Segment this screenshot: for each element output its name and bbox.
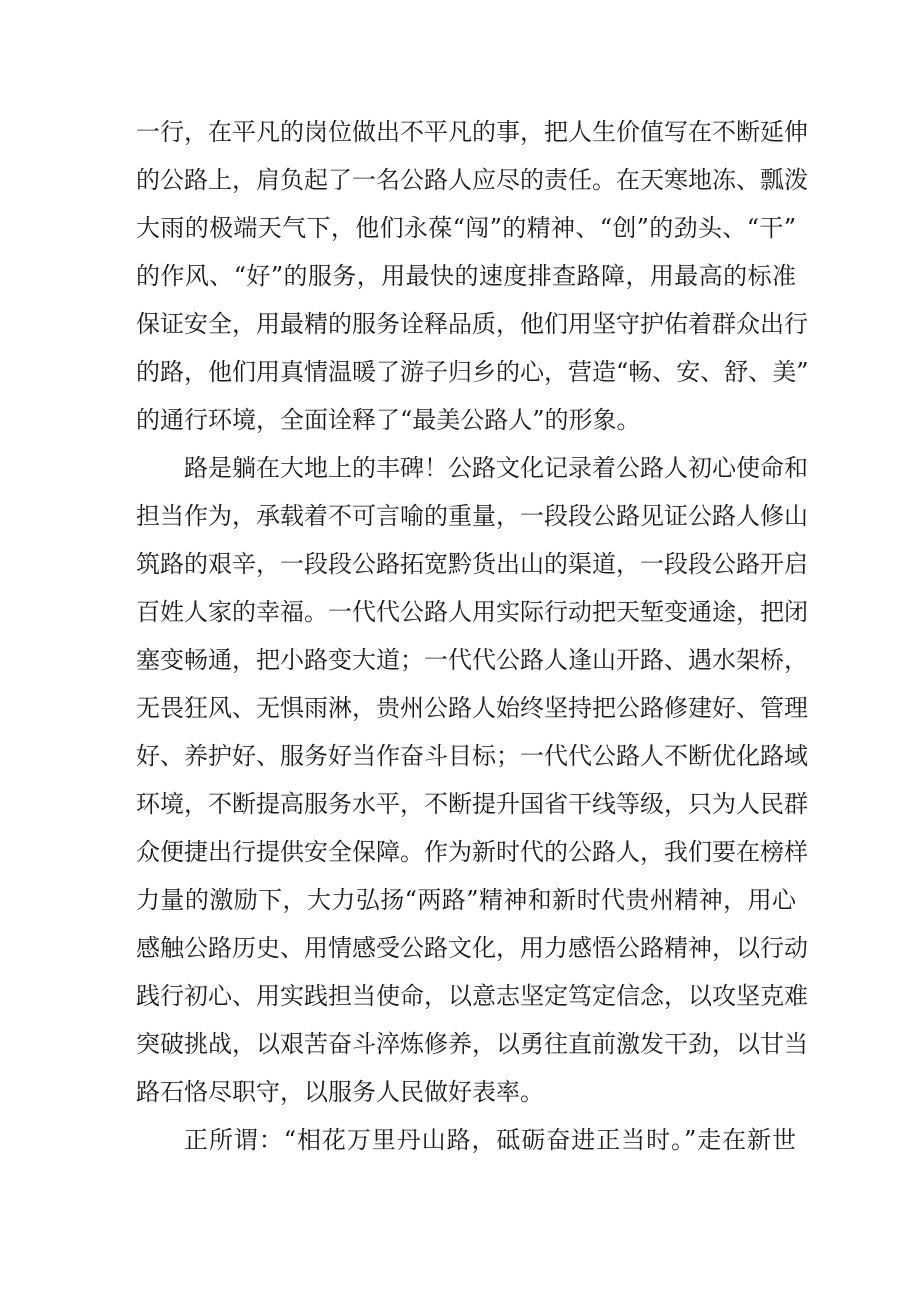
paragraph-2-line-6: 无畏狂风、无惧雨淋，贵州公路人始终坚持把公路修建好、管理 — [136, 694, 808, 722]
paragraph-1-line-5: 保证安全，用最精的服务诠释品质，他们用坚守护佑着群众出行 — [136, 310, 808, 338]
paragraph-2-line-5: 塞变畅通，把小路变大道；一代代公路人逢山开路、遇水架桥， — [136, 646, 808, 674]
paragraph-3-line-1: 正所谓：“相花万里丹山路，砥砺奋进正当时。”走在新世 — [184, 1126, 796, 1154]
paragraph-2-line-8: 环境，不断提高服务水平，不断提升国省干线等级，只为人民群 — [136, 790, 808, 818]
paragraph-2-line-10: 力量的激励下，大力弘扬“两路”精神和新时代贵州精神，用心 — [136, 886, 796, 914]
paragraph-2-line-13: 突破挑战，以艰苦奋斗淬炼修养，以勇往直前激发干劲，以甘当 — [136, 1030, 808, 1058]
paragraph-2-line-4: 百姓人家的幸福。一代代公路人用实际行动把天堑变通途，把闭 — [136, 598, 808, 626]
paragraph-1-line-3: 大雨的极端天气下，他们永葆“闯”的精神、“创”的劲头、“干” — [136, 214, 796, 242]
paragraph-2-line-12: 践行初心、用实践担当使命，以意志坚定笃定信念，以攻坚克难 — [136, 982, 808, 1010]
paragraph-2-line-7: 好、养护好、服务好当作奋斗目标；一代代公路人不断优化路域 — [136, 742, 808, 770]
paragraph-1-line-1: 一行，在平凡的岗位做出不平凡的事，把人生价值写在不断延伸 — [136, 118, 808, 146]
paragraph-2-line-2: 担当作为，承载着不可言喻的重量，一段段公路见证公路人修山 — [136, 502, 808, 530]
paragraph-1-line-7: 的通行环境，全面诠释了“最美公路人”的形象。 — [136, 406, 641, 434]
paragraph-2-line-14: 路石恪尽职守，以服务人民做好表率。 — [136, 1078, 544, 1106]
paragraph-1-line-4: 的作风、“好”的服务，用最快的速度排查路障，用最高的标准 — [136, 262, 796, 290]
paragraph-2-line-1: 路是躺在大地上的丰碑！公路文化记录着公路人初心使命和 — [184, 454, 808, 482]
paragraph-1-line-6: 的路，他们用真情温暖了游子归乡的心，营造“畅、安、舒、美” — [136, 358, 809, 386]
paragraph-2-line-11: 感触公路历史、用情感受公路文化，用力感悟公路精神，以行动 — [136, 934, 808, 962]
paragraph-2-line-3: 筑路的艰辛，一段段公路拓宽黔货出山的渠道，一段段公路开启 — [136, 550, 808, 578]
paragraph-2-line-9: 众便捷出行提供安全保障。作为新时代的公路人，我们要在榜样 — [136, 838, 808, 866]
paragraph-1-line-2: 的公路上，肩负起了一名公路人应尽的责任。在天寒地冻、瓢泼 — [136, 166, 808, 194]
